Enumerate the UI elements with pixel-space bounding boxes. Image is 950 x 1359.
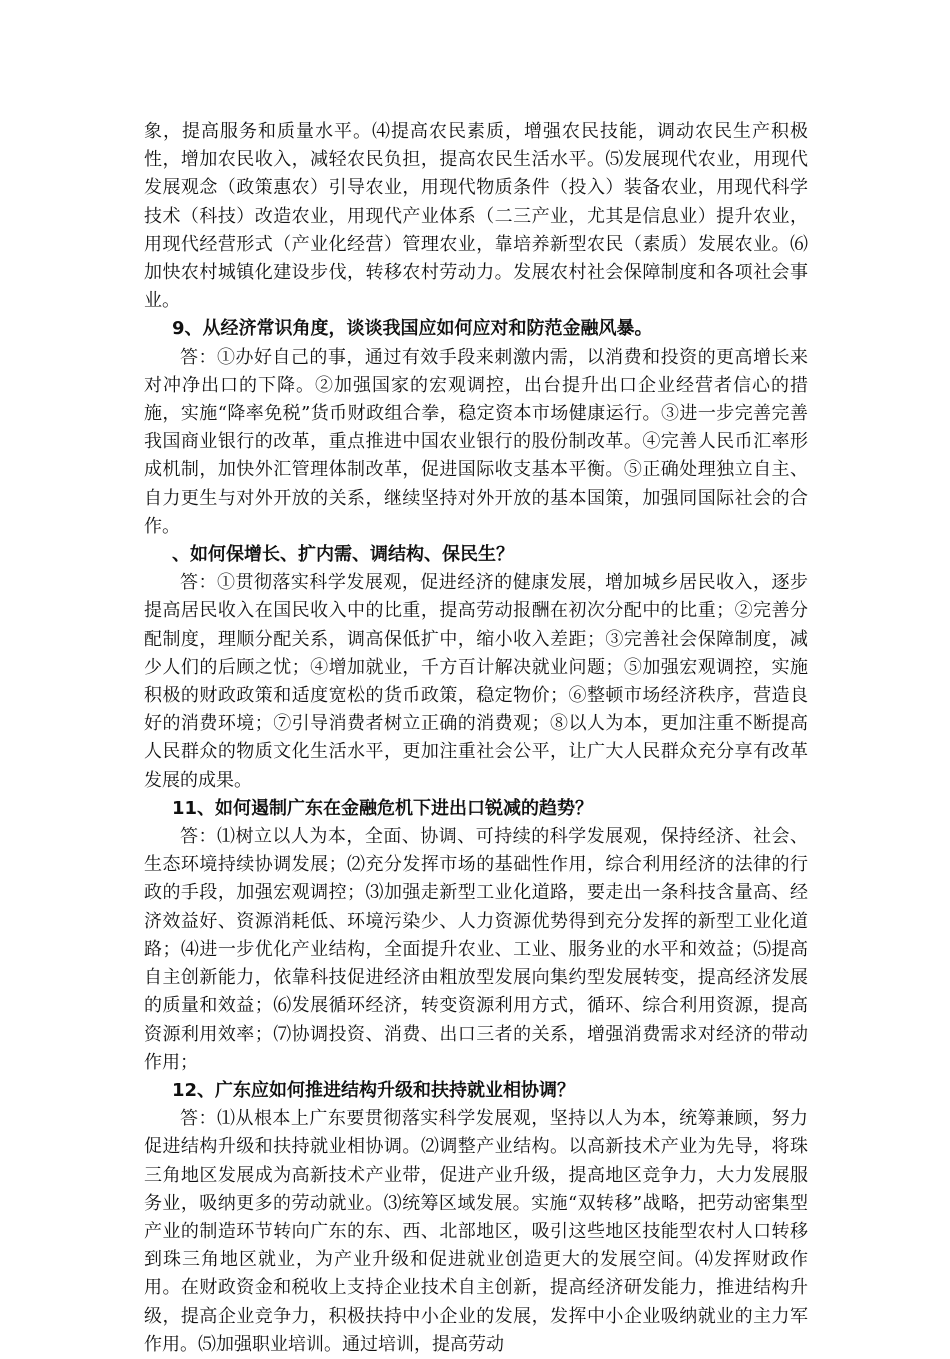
document-page <box>144 118 808 1359</box>
question-10-heading: 、如何保增长、扩内需、调结构、保民生？ <box>172 544 514 566</box>
answer-11-paragraph: 答：⑴树立以人为本，全面、协调、可持续的科学发展观，保持经济、社会、生态环境持续协调发展；⑵充分发挥市场的基础性作用，综合利用经济的法律的行政的手段，加强宏观调控；⑶加强走新型工业化道路，要走出一条科技含量高、经济效益好、资源消耗低、环境污染少、人力资源优势得到充分发挥的新型工业化道路；⑷进一步优化产业结构，全面提升农业、工业、服务业的水平和效益；⑸提高自主创新能力，依靠科技促进经济由粗放型发展向集约型发展转变，提高经济发展的质量和效益；⑹发展循环经济，转变资源利用方式，循环、综合利用资源，提高资源利用效率；⑺协调投资、消费、出口三者的关系，增强消费需求对经济的带动作用； <box>144 826 808 1073</box>
question-12-heading: 12、广东应如何推进结构升级和扶持就业相协调？ <box>172 1079 576 1101</box>
answer-10-paragraph: 答：①贯彻落实科学发展观，促进经济的健康发展，增加城乡居民收入，逐步提高居民收入在国民收入中的比重，提高劳动报酬在初次分配中的比重；②完善分配制度，理顺分配关系，调高保低扩中，缩小收入差距；③完善社会保障制度，减少人们的后顾之忧；④增加就业，千方百计解决就业问题；⑤加强宏观调控，实施积极的财政政策和适度宽松的货币政策，稳定物价；⑥整顿市场经济秩序，营造良好的消费环境；⑦引导消费者树立正确的消费观；⑧以人为本，更加注重不断提高人民群众的物质文化生活水平，更加注重社会公平，让广大人民群众充分享有改革发展的成果。 <box>144 572 808 791</box>
question-11-heading: 11、如何遏制广东在金融危机下进出口锐减的趋势？ <box>172 797 594 819</box>
answer-9-paragraph: 答：①办好自己的事，通过有效手段来刺激内需，以消费和投资的更高增长来对冲净出口的下降。②加强国家的宏观调控，出台提升出口企业经营者信心的措施，实施“降率免税”货币财政组合拳，稳定资本市场健康运行。③进一步完善完善我国商业银行的改革，重点推进中国农业银行的股份制改革。④完善人民币汇率形成机制，加快外汇管理体制改革，促进国际收支基本平衡。⑤正确处理独立自主、自力更生与对外开放的关系，继续坚持对外开放的基本国策，加强同国际社会的合作。 <box>144 346 808 537</box>
question-9-heading: 9、从经济常识角度，谈谈我国应如何应对和防范金融风暴。 <box>172 318 653 340</box>
intro-paragraph: 象，提高服务和质量水平。⑷提高农民素质，增强农民技能，调动农民生产积极性，增加农民收入，减轻农民负担，提高农民生活水平。⑸发展现代农业，用现代发展观念（政策惠农）引导农业，用现代物质条件（投入）装备农业，用现代科学技术（科技）改造农业，用现代产业体系（二三产业，尤其是信息业）提升农业，用现代经营形式（产业化经营）管理农业，靠培养新型农民（素质）发展农业。⑹加快农村城镇化建设步伐，转移农村劳动力。发展农村社会保障制度和各项社会事业。 <box>144 121 808 312</box>
answer-12-paragraph: 答：⑴从根本上广东要贯彻落实科学发展观，坚持以人为本，统筹兼顾，努力促进结构升级和扶持就业相协调。⑵调整产业结构。以高新技术产业为先导，将珠三角地区发展成为高新技术产业带，促进产业升级，提高地区竞争力，大力发展服务业，吸纳更多的劳动就业。⑶统筹区域发展。实施“双转移”战略，把劳动密集型产业的制造环节转向广东的东、西、北部地区，吸引这些地区技能型农村人口转移到珠三角地区就业，为产业升级和促进就业创造更大的发展空间。⑷发挥财政作用。在财政资金和税收上支持企业技术自主创新，提高经济研发能力，推进结构升级，提高企业竞争力，积极扶持中小企业的发展，发挥中小企业吸纳就业的主力军作用。⑸加强职业培训。通过培训，提高劳动 <box>144 1108 808 1355</box>
